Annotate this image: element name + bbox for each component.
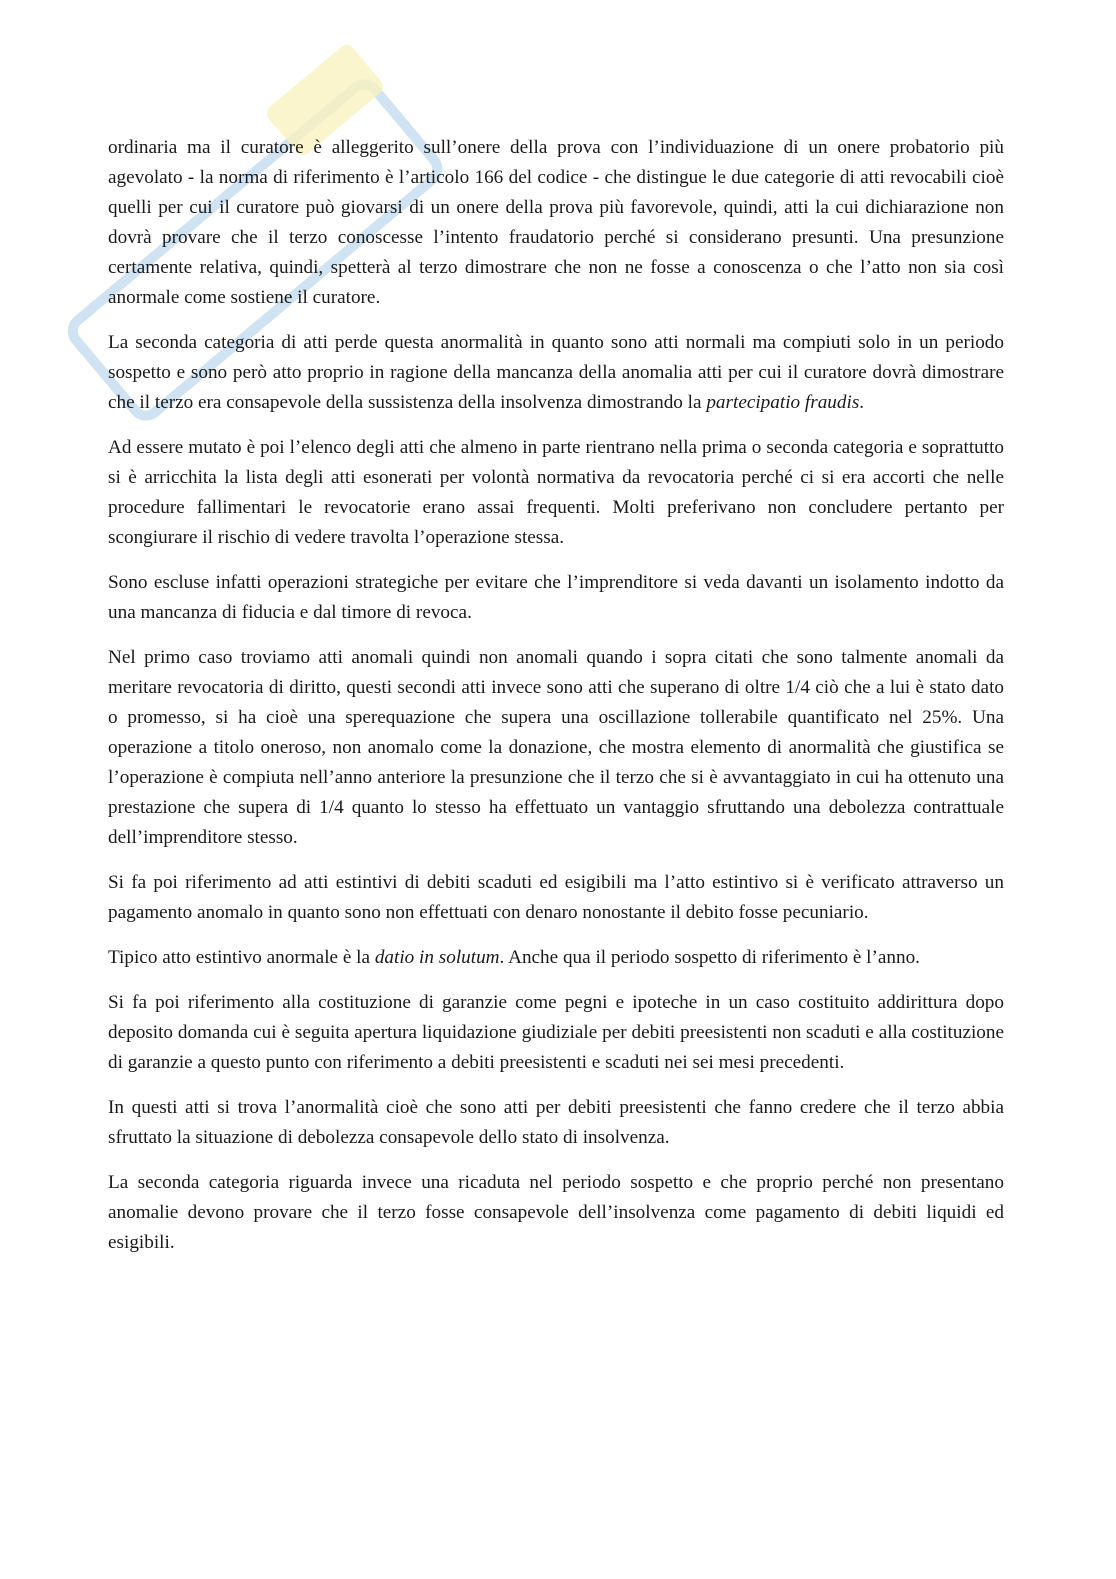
italic-term: datio in solutum bbox=[374, 947, 500, 968]
paragraph: Si fa poi riferimento ad atti estintivi di debiti scaduti ed esigibili ma l’atto estintivo si è verificato attraverso un pagamento anomalo in quanto sono non effettuati con denaro nonostante il debito fosse pecuniario. bbox=[108, 872, 1004, 923]
paragraph: La seconda categoria di atti perde questa anormalità in quanto sono atti normali ma compiuti solo in un periodo sospetto e sono però atto proprio in ragione della mancanza della anomalia atti per cui il curatore dovrà dimostrare che il terzo era consapevole della sussistenza della insolvenza dimostrando la partecipatio fraudis. bbox=[108, 332, 1004, 413]
italic-term: partecipatio fraudis bbox=[706, 392, 860, 413]
paragraph: Sono escluse infatti operazioni strategiche per evitare che l’imprenditore si veda davanti un isolamento indotto da una mancanza di fiducia e dal timore di revoca. bbox=[108, 572, 1004, 623]
paragraph: Si fa poi riferimento alla costituzione di garanzie come pegni e ipoteche in un caso costituito addirittura dopo deposito domanda cui è seguita apertura liquidazione giudiziale per debiti preesistenti non scaduti e alla costituzione di garanzie a questo punto con riferimento a debiti preesistenti e scaduti nei sei mesi precedenti. bbox=[108, 992, 1004, 1073]
paragraph: In questi atti si trova l’anormalità cioè che sono atti per debiti preesistenti che fanno credere che il terzo abbia sfruttato la situazione di debolezza consapevole dello stato di insolvenza. bbox=[108, 1097, 1004, 1148]
paragraph: Nel primo caso troviamo atti anomali quindi non anomali quando i sopra citati che sono talmente anomali da meritare revocatoria di diritto, questi secondi atti invece sono atti che superano di oltre 1/4 ciò che a lui è stato dato o promesso, si ha cioè una sperequazione che supera una oscillazione tollerabile quantificato nel 25%. Una operazione a titolo oneroso, non anomalo come la donazione, che mostra elemento di anormalità che giustifica se l’operazione è compiuta nell’anno anteriore la presunzione che il terzo che si è avvantaggiato in cui ha ottenuto una prestazione che supera di 1/4 quanto lo stesso ha effettuato un vantaggio sfruttando una debolezza contrattuale dell’imprenditore stesso. bbox=[108, 647, 1004, 848]
paragraph: Tipico atto estintivo anormale è la datio in solutum. Anche qua il periodo sospetto di riferimento è l’anno. bbox=[108, 947, 920, 968]
paragraph: La seconda categoria riguarda invece una ricaduta nel periodo sospetto e che proprio perché non presentano anomalie devono provare che il terzo fosse consapevole dell’insolvenza come pagamento di debiti liquidi ed esigibili. bbox=[108, 1172, 1004, 1253]
document-text bbox=[108, 133, 1004, 1273]
paragraph: Ad essere mutato è poi l’elenco degli atti che almeno in parte rientrano nella prima o seconda categoria e soprattutto si è arricchita la lista degli atti esonerati per volontà normativa da revocatoria perché ci si era accorti che nelle procedure fallimentari le revocatorie erano assai frequenti. Molti preferivano non concludere pertanto per scongiurare il rischio di vedere travolta l’operazione stessa. bbox=[108, 437, 1004, 548]
paragraph: ordinaria ma il curatore è alleggerito sull’onere della prova con l’individuazione di un onere probatorio più agevolato - la norma di riferimento è l’articolo 166 del codice - che distingue le due categorie di atti revocabili cioè quelli per cui il curatore può giovarsi di un onere della prova più favorevole, quindi, atti la cui dichiarazione non dovrà provare che il terzo conoscesse l’intento fraudatorio perché si considerano presunti. Una presunzione certamente relativa, quindi, spetterà al terzo dimostrare che non ne fosse a conoscenza o che l’atto non sia così anormale come sostiene il curatore. bbox=[108, 137, 1004, 308]
